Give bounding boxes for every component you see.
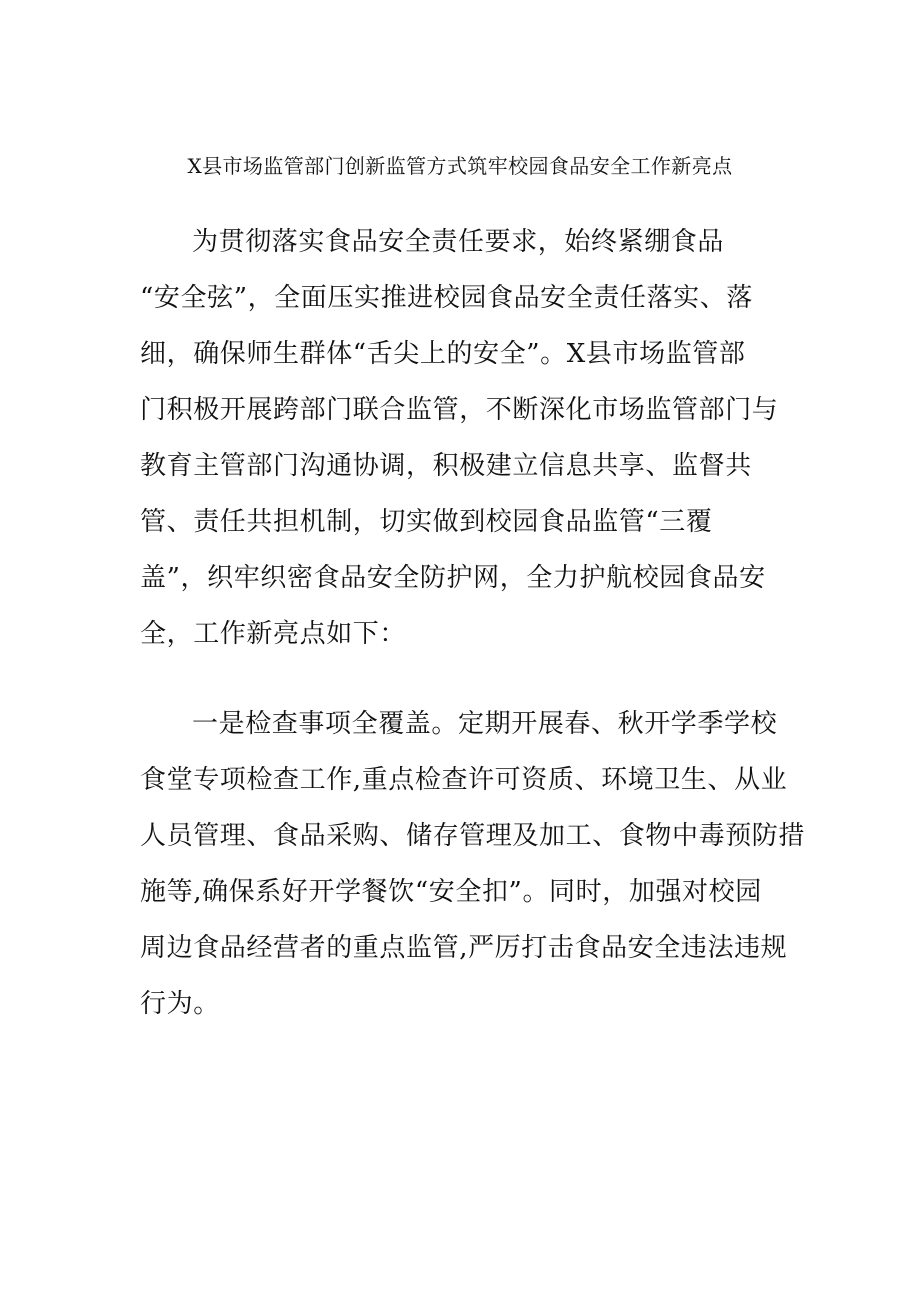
paragraph-line: 人员管理、食品采购、储存管理及加工、食物中毒预防措 xyxy=(140,821,806,851)
paragraph-line: 行为。 xyxy=(140,989,220,1019)
paragraph-line: “安全弦”，全面压实推进校园食品安全责任落实、落 xyxy=(140,283,753,313)
paragraph-line: 食堂专项检查工作,重点检查许可资质、环境卫生、从业 xyxy=(140,765,788,795)
paragraph-inspection xyxy=(140,696,806,1032)
paragraph-line: 为贯彻落实食品安全责任要求，始终紧绷食品 xyxy=(192,227,725,257)
paragraph-intro xyxy=(140,214,790,662)
paragraph-line: 一是检查事项全覆盖。定期开展春、秋开学季学校 xyxy=(192,709,778,739)
paragraph-line: 细，确保师生群体“舌尖上的安全”。X县市场监管部 xyxy=(140,339,746,369)
paragraph-line: 周边食品经营者的重点监管,严厉打击食品安全违法违规 xyxy=(140,933,788,963)
paragraph-line: 管、责任共担机制，切实做到校园食品监管“三覆 xyxy=(140,507,713,537)
document-title: X县市场监管部门创新监管方式筑牢校园食品安全工作新亮点 xyxy=(187,154,733,178)
paragraph-line: 盖”，织牢织密食品安全防护网，全力护航校园食品安 xyxy=(140,563,766,593)
paragraph-line: 施等,确保系好开学餐饮“安全扣”。同时，加强对校园 xyxy=(140,877,762,907)
paragraph-line: 门积极开展跨部门联合监管，不断深化市场监管部门与 xyxy=(140,395,779,425)
paragraph-line: 全，工作新亮点如下： xyxy=(140,619,407,649)
paragraph-line: 教育主管部门沟通协调，积极建立信息共享、监督共 xyxy=(140,451,752,481)
